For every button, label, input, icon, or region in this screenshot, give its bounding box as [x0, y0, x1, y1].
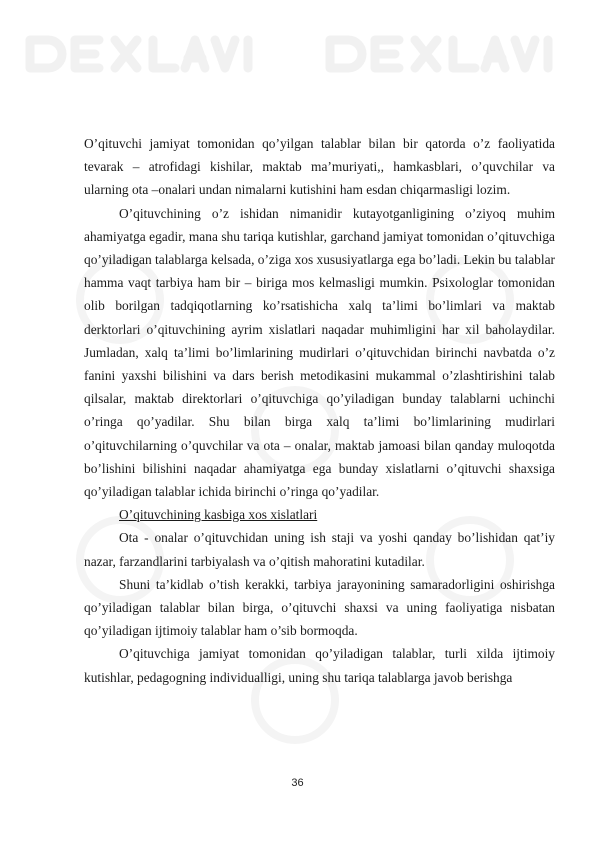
paragraph-1: O’qituvchi jamiyat tomonidan qo’yilgan talablar bilan bir qatorda o’z faoliyatida tevarak – atrofidagi kishilar, maktab ma’muriyati,, hamkasblari, o’quvchilar va ularning ota –onalari undan nimalarni kutishini ham esdan chiqarmasligi lozim. [84, 136, 555, 198]
paragraph-5: O’qituvchiga jamiyat tomonidan qo’yiladigan talablar, turli xilda ijtimoiy kutishlar, pedagogning individualligi, uning shu tariqa talablarga javob berishga [84, 646, 555, 685]
page-number: 36 [291, 777, 304, 789]
section-heading: O’qituvchining kasbiga xos xislatlari [119, 507, 318, 523]
paragraph-4: Shuni ta’kidlab o’tish kerakki, tarbiya jarayonining samaradorligini oshirishga qo’yiladigan talablar bilan birga, o’qituvchi shaxsi va uning faoliyatiga nisbatan qo’yiladigan ijtimoiy talablar ham o’sib bormoqda. [84, 576, 555, 639]
paragraph-3: Ota - onalar o’qituvchidan uning ish staji va yoshi qanday bo’lishidan qat’iy nazar, farzandlarini tarbiyalash va o’qitish mahoratini kutadilar. [84, 530, 555, 569]
paragraph-2: O’qituvchining o’z ishidan nimanidir kutayotganligining o’ziyoq muhim ahamiyatga egadir, mana shu tariqa kutishlar, garchand jamiyat tomonidan o’qituvchiga qo’yiladigan talablarga kelsada, o’ziga xos xususiyatlarga ega bo’ladi. Lekin bu talablar hamma vaqt tarbiya ham bir – biriga mos kelmasligi mumkin. Psixologlar tomonidan olib borilgan tadqiqotlarning ko’rsatishicha xalq ta’limi bo’limlari va maktab derktorlari o’qituvchining ayrim xislatlari naqadar muhimligini har xil baholaydilar. Jumladan, xalq ta’limi bo’limlarining mudirlari o’qituvchidan birinchi navbatda o’z fanini yaxshi bilishini va dars berish metodikasini mukammal o’zlashtirishini talab qilsalar, maktab direktorlari o’qituvchiga qo’yiladigan bunday talablarni uchinchi o’ringa qo’yadilar. Shu bilan birga xalq ta’limi bo’limlarining mudirlari o’qituvchilarning o’quvchilar va ota – onalar, maktab jamoasi bilan qanday muloqotda bo’lishini bilishini naqadar ahamiyatga ega bunday xislatlarni o’qituvchi shaxsiga qo’yiladigan talablar ichida birinchi o’ringa qo’yadilar. [84, 205, 555, 500]
document-body [84, 132, 555, 689]
